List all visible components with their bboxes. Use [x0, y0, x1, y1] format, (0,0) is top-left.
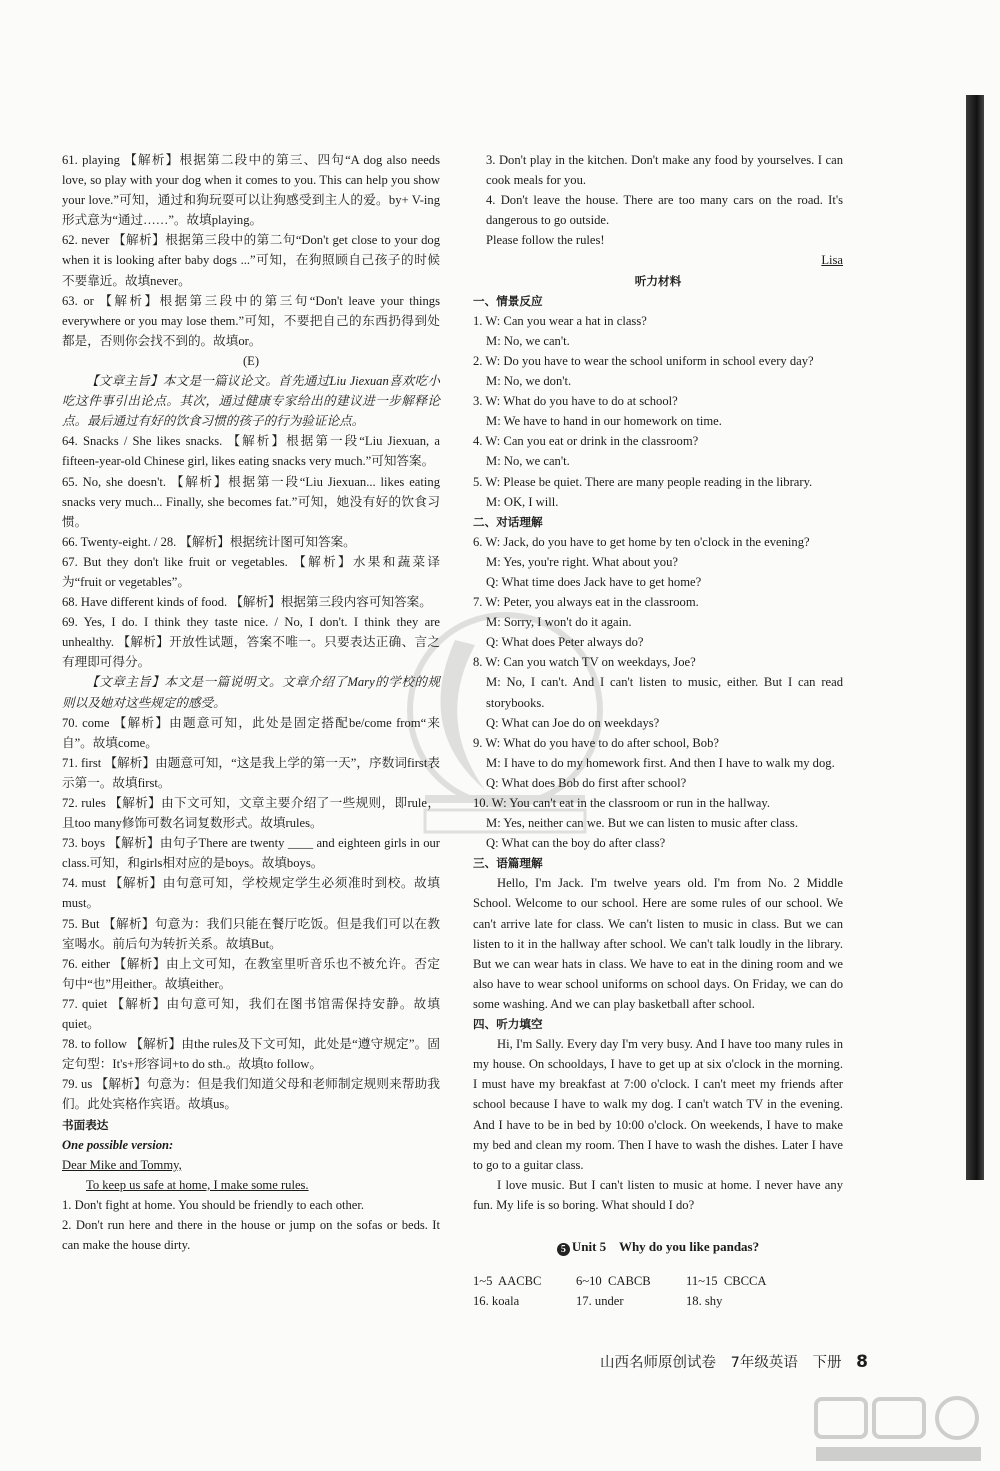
- right-col-paragraph: M: OK, I will.: [486, 494, 559, 509]
- left-col-paragraph: 72. rules 【解析】由下文可知，文章主要介绍了一些规则，即rule，且too many修饰可数名词复数形式。故填rules。: [62, 796, 440, 831]
- left-col-paragraph: 75. But 【解析】句意为：我们只能在餐厅吃饭。但是我们可以在教室喝水。前后句为转折关系。故填But。: [62, 916, 440, 951]
- page-footer: [600, 1351, 878, 1372]
- right-col-paragraph: 听力材料: [634, 273, 682, 288]
- left-col-paragraph: 71. first 【解析】由题意可知，“这是我上学的第一天”，序数词first表示第一。故填first。: [62, 755, 440, 790]
- left-col-paragraph: One possible version:: [62, 1137, 174, 1152]
- left-col-paragraph: 【文章主旨】本文是一篇议论文。首先通过Liu Jiexuan喜欢吃小吃这件事引出论点。其次，通过健康专家给出的建议进一步解释论点。最后通过有好的饮食习惯的孩子的行为验证论点。: [62, 374, 440, 429]
- right-col-paragraph: Q: What does Bob do first after school?: [486, 775, 687, 790]
- right-col-paragraph: Q: What can Joe do on weekdays?: [486, 715, 660, 730]
- right-col-paragraph: M: Yes, you're right. What about you?: [486, 554, 678, 569]
- right-col-paragraph: 二、对话理解: [473, 514, 543, 529]
- left-col-paragraph: To keep us safe at home, I make some rules.: [86, 1177, 309, 1192]
- left-col-paragraph: 69. Yes, I do. I think they taste nice. / No, I don't. I think they are unhealthy. 【解析】开放性试题，答案不唯一。只要表达正确、言之有理即可得分。: [62, 615, 440, 670]
- answer-cell: 1~5 AACBC: [473, 1274, 542, 1289]
- left-col-paragraph: 77. quiet 【解析】由句意可知，我们在图书馆需保持安静。故填quiet。: [62, 996, 440, 1032]
- right-col-paragraph: Hi, I'm Sally. Every day I'm very busy. And I have too many rules in my house. On schooldays, I have to get up at six o'clock in the morning. I must have my breakfast at 7:00 o'clock. I can't meet my friends after school because I have to walk my dog. I can't watch TV in the evening. And I have to be in bed by 10:00 o'clock. On weekends, I have to make my bed and clean my room. Then I have to wash the dishes. Later I have to go to a guitar class.: [473, 1037, 843, 1172]
- answer-row-1: [473, 1271, 843, 1291]
- left-col-paragraph: 63. or 【解析】根据第三段中的第三句“Don't leave your things everywhere or you may lose them.”可知，不要把自己的东西扔得到处都是，否则你会找不到的。故填or。: [62, 293, 440, 348]
- right-col-paragraph: Please follow the rules!: [486, 233, 605, 248]
- right-col-paragraph: 6. W: Jack, do you have to get home by ten o'clock in the evening?: [473, 534, 810, 549]
- right-col-paragraph: M: We have to hand in our homework on time.: [486, 414, 722, 429]
- right-col-paragraph: 4. Don't leave the house. There are too many cars on the road. It's dangerous to go outside.: [486, 193, 843, 228]
- answer-cell: 11~15 CBCCA: [686, 1274, 767, 1289]
- left-col-paragraph: 1. Don't fight at home. You should be friendly to each other.: [62, 1197, 365, 1212]
- left-col-paragraph: 62. never 【解析】根据第三段中的第二句“Don't get close to your dog when it is looking after baby dogs ...”可知，在狗照顾自己孩子的时候不要靠近。故填never。: [62, 233, 440, 288]
- right-col-paragraph: 10. W: You can't eat in the classroom or run in the hallway.: [473, 796, 770, 810]
- left-col-paragraph: 78. to follow 【解析】由the rules及下文可知，此处是“遵守规定”。固定句型：It's+形容词+to do sth.。故填to follow。: [62, 1037, 440, 1072]
- left-col-paragraph: 74. must 【解析】由句意可知，学校规定学生必须准时到校。故填must。: [62, 876, 440, 911]
- page-number: 8: [856, 1352, 868, 1372]
- right-col-paragraph: 9. W: What do you have to do after school, Bob?: [473, 735, 719, 750]
- left-col-paragraph: 68. Have different kinds of food. 【解析】根据第三段内容可知答案。: [62, 595, 432, 610]
- left-col-paragraph: Dear Mike and Tommy,: [62, 1157, 182, 1172]
- right-col-paragraph: 8. W: Can you watch TV on weekdays, Joe?: [473, 655, 696, 670]
- answer-row-2: [473, 1291, 843, 1311]
- footer-book-title: 山西名师原创试卷: [600, 1355, 716, 1371]
- right-col-paragraph: M: Sorry, I won't do it again.: [486, 615, 632, 630]
- right-col-paragraph: M: Yes, neither can we. But we can listen to music after class.: [486, 816, 798, 831]
- right-col-paragraph: 7. W: Peter, you always eat in the classroom.: [473, 595, 699, 610]
- left-col-paragraph: 70. come 【解析】由题意可知，此处是固定搭配be/come from“来自”。故填come。: [62, 715, 440, 750]
- left-col-paragraph: 79. us 【解析】句意为：但是我们知道父母和老师制定规则来帮助我们。此处宾格作宾语。故填us。: [62, 1077, 440, 1112]
- footer-grade: 7年级英语: [730, 1355, 798, 1371]
- right-col-paragraph: I love music. But I can't listen to music at home. I never have any fun. My life is so boring. What should I do?: [473, 1177, 843, 1212]
- site-watermark-logo: [812, 1395, 987, 1467]
- right-col-paragraph: 一、情景反应: [473, 293, 543, 308]
- right-col-paragraph: Hello, I'm Jack. I'm twelve years old. I'm from No. 2 Middle School. Welcome to our school. Here are some rules of our school. We can't arrive late for class. We can't listen to music in class. But we can listen to it in the hallway after school. We can't talk loudly in the library. But we can wear hats in class. We have to eat in the dining room and we also have to wear school uniforms on school days. On Friday, we can do some washing. And we can play basketball after school.: [473, 876, 843, 1011]
- left-column: [62, 150, 440, 1255]
- left-col-paragraph: 【文章主旨】本文是一篇说明文。文章介绍了Mary的学校的规则以及她对这些规定的感受。: [62, 675, 440, 710]
- left-col-paragraph: 书面表达: [62, 1117, 109, 1132]
- right-col-paragraph: Q: What time does Jack have to get home?: [486, 574, 702, 589]
- right-col-paragraph: M: No, we can't.: [486, 333, 570, 348]
- left-col-paragraph: 2. Don't run here and there in the house or jump on the sofas or beds. It can make the house dirty.: [62, 1217, 440, 1253]
- right-col-paragraph: Lisa: [821, 253, 843, 268]
- answer-cell: 6~10 CABCB: [576, 1274, 651, 1289]
- right-col-paragraph: M: No, we can't.: [486, 454, 570, 469]
- left-col-paragraph: 76. either 【解析】由上文可知，在教室里听音乐也不被允许。否定句中“也”用either。故填either。: [62, 956, 440, 991]
- right-col-paragraph: 三、语篇理解: [473, 856, 543, 871]
- right-col-paragraph: 5. W: Please be quiet. There are many people reading in the library.: [473, 474, 813, 489]
- unit-number-badge: 5: [557, 1243, 570, 1256]
- unit-heading: [473, 1237, 843, 1257]
- left-col-paragraph: 73. boys 【解析】由句子There are twenty ____ and eighteen girls in our class.可知，和girls相对应的是boys。故填boys。: [62, 836, 440, 871]
- unit-title: Unit 5 Why do you like pandas?: [571, 1238, 760, 1254]
- right-col-paragraph: 1. W: Can you wear a hat in class?: [473, 313, 647, 328]
- page-edge-shadow: [966, 95, 984, 1180]
- answer-cell: 18. shy: [686, 1294, 723, 1309]
- left-col-paragraph: 66. Twenty-eight. / 28. 【解析】根据统计图可知答案。: [62, 534, 356, 549]
- answer-cell: 17. under: [576, 1294, 624, 1309]
- answer-cell: 16. koala: [473, 1294, 520, 1309]
- footer-volume: 下册: [812, 1355, 842, 1371]
- left-col-paragraph: 61. playing 【解析】根据第二段中的第三、四句“A dog also needs love, so play with your dog when it comes to you. This can help you show your love.”可知，通过和狗玩耍可以让狗感受到主人的爱。by+ V-ing形式意为“通过……”。故填playing。: [62, 153, 440, 228]
- right-col-paragraph: 四、听力填空: [473, 1017, 543, 1032]
- left-col-paragraph: 67. But they don't like fruit or vegetables. 【解析】水果和蔬菜译为“fruit or vegetables”。: [62, 554, 440, 589]
- right-col-paragraph: M: I have to do my homework first. And then I have to walk my dog.: [486, 755, 835, 770]
- right-col-paragraph: Q: What does Peter always do?: [486, 635, 644, 650]
- right-col-paragraph: 3. W: What do you have to do at school?: [473, 394, 678, 409]
- left-col-paragraph: (E): [242, 353, 260, 368]
- left-col-paragraph: 64. Snacks / She likes snacks. 【解析】根据第一段“Liu Jiexuan, a fifteen-year-old Chinese girl, likes eating snacks very much.”可知答案。: [62, 434, 440, 469]
- right-col-paragraph: M: No, we don't.: [486, 374, 572, 389]
- right-col-paragraph: 3. Don't play in the kitchen. Don't make any food by yourselves. I can cook meals for you.: [486, 153, 843, 188]
- right-col-paragraph: 4. W: Can you eat or drink in the classroom?: [473, 434, 699, 449]
- right-col-paragraph: M: No, I can't. And I can't listen to music, either. But I can read storybooks.: [486, 675, 843, 710]
- right-col-paragraph: 2. W: Do you have to wear the school uniform in school every day?: [473, 353, 814, 368]
- right-col-paragraph: Q: What can the boy do after class?: [486, 836, 666, 851]
- right-column-text: [473, 150, 843, 1215]
- left-col-paragraph: 65. No, she doesn't. 【解析】根据第一段“Liu Jiexuan... likes eating snacks very much... Finally, she becomes fat.”可知，她没有好的饮食习惯。: [62, 474, 440, 529]
- right-column: [473, 150, 843, 1311]
